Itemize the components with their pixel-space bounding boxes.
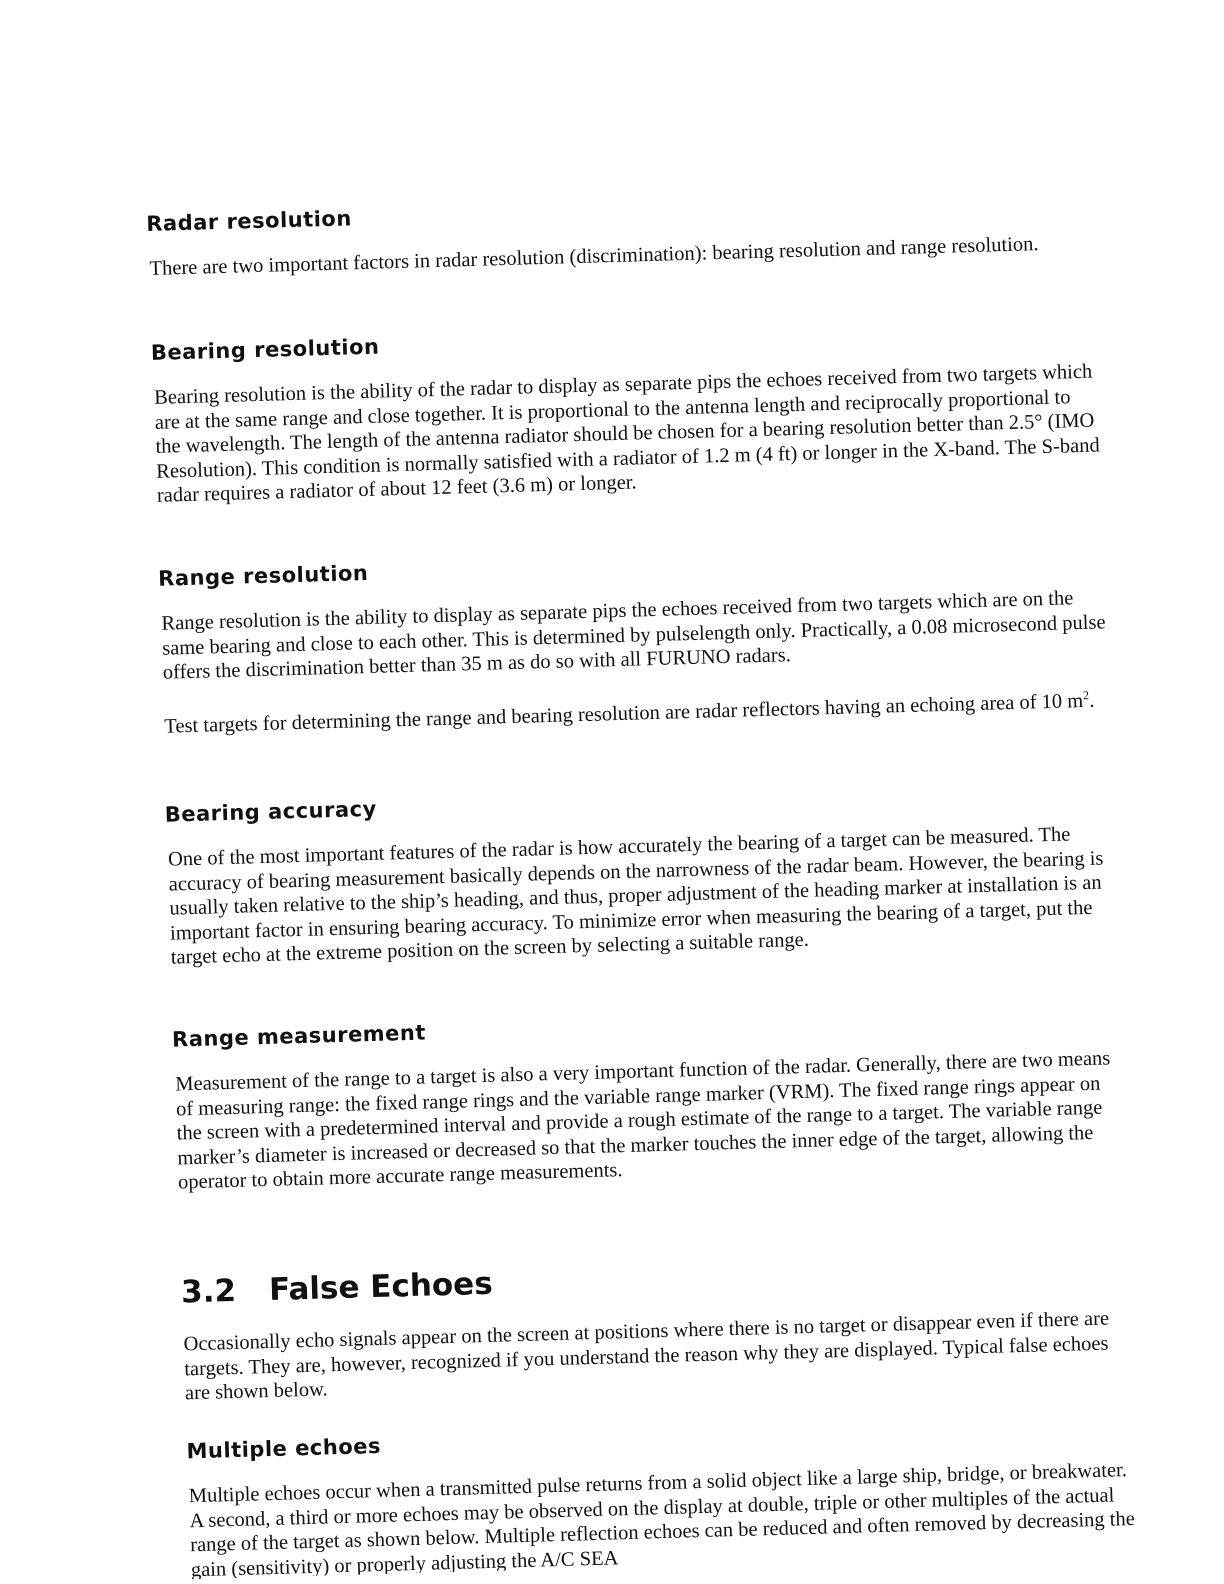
- paragraph-range-measurement: Measurement of the range to a target is also a very important function of the radar. Generally, there are two means of measuring range: the fixed range rings and the variable range marker (VRM). The fixed range rings appear on the screen with a predetermined interval and provide a rough estimate of the range to a target. The variable range marker’s diameter is increased or decreased so that the marker touches the inner edge of the target, allowing the operator to obtain more accurate range measurements.: [175, 1047, 1111, 1194]
- paragraph-test-targets: [164, 688, 1109, 739]
- section-heading-radar-resolution: Radar resolution: [145, 206, 353, 236]
- test-targets-end: .: [1088, 689, 1095, 712]
- paragraph-radar-resolution: There are two important factors in radar resolution (discrimination): bearing resolution and range resolution.: [149, 233, 1039, 280]
- paragraph-range-resolution: Range resolution is the ability to display as separate pips the echoes received from two targets which are on the same bearing and close to each other. This is determined by pulselength only. Practically, a 0.08 microsecond pulse offers the discrimination better than 35 m as do so with all FURUNO radars.: [161, 587, 1106, 684]
- paragraph-bearing-resolution: Bearing resolution is the ability of the radar to display as separate pips the echoes received from two targets which are at the same range and close together. It is proportional to the antenna length and reciprocally proportional to the wavelength. The length of the antenna radiator should be chosen for a bearing resolution better than 2.5° (IMO Resolution). This condition is normally satisfied with a radiator of 1.2 m (4 ft) or longer in the X-band. The S-band radar requires a radiator of about 12 feet (3.6 m) or longer.: [153, 360, 1100, 507]
- paragraph-multiple-echoes: Multiple echoes occur when a transmitted pulse returns from a solid object like a large ship, bridge, or breakwater. A second, a third or more echoes may be observed on the display at double, triple or other multiples of the actual range of the target as shown below. Multiple reflection echoes can be reduced and often removed by decreasing the gain (sensitivity) or properly adjusting the A/C SEA: [188, 1459, 1136, 1581]
- paragraph-bearing-accuracy: One of the most important features of the radar is how accurately the bearing of a target can be measured. The accuracy of bearing measurement basically depends on the narrowness of the radar beam. However, the bearing is usually taken relative to the ship’s heading, and thus, proper adjustment of the heading marker at installation is an important factor in ensuring bearing accuracy. To minimize error when measuring the bearing of a target, put the target echo at the extreme position on the screen by selecting a suitable range.: [167, 823, 1104, 969]
- chapter-heading-false-echoes: [181, 1266, 493, 1311]
- test-targets-text: Test targets for determining the range and bearing resolution are radar reflectors having an echoing area of 10 m: [164, 690, 1084, 738]
- chapter-number: 3.2: [180, 1272, 237, 1311]
- section-heading-range-resolution: Range resolution: [157, 560, 369, 591]
- section-heading-range-measurement: Range measurement: [171, 1020, 427, 1052]
- paragraph-false-echoes: Occasionally echo signals appear on the screen at positions where there is no target or disappear even if there are targets. They are, however, recognized if you understand the reason why they are displayed. Typical false echoes are shown below.: [183, 1307, 1110, 1405]
- section-heading-bearing-accuracy: Bearing accuracy: [164, 796, 378, 827]
- chapter-title: False Echoes: [268, 1265, 494, 1308]
- area-exponent: 2: [1082, 688, 1090, 703]
- section-heading-multiple-echoes: Multiple echoes: [186, 1433, 382, 1464]
- section-heading-bearing-resolution: Bearing resolution: [150, 334, 380, 365]
